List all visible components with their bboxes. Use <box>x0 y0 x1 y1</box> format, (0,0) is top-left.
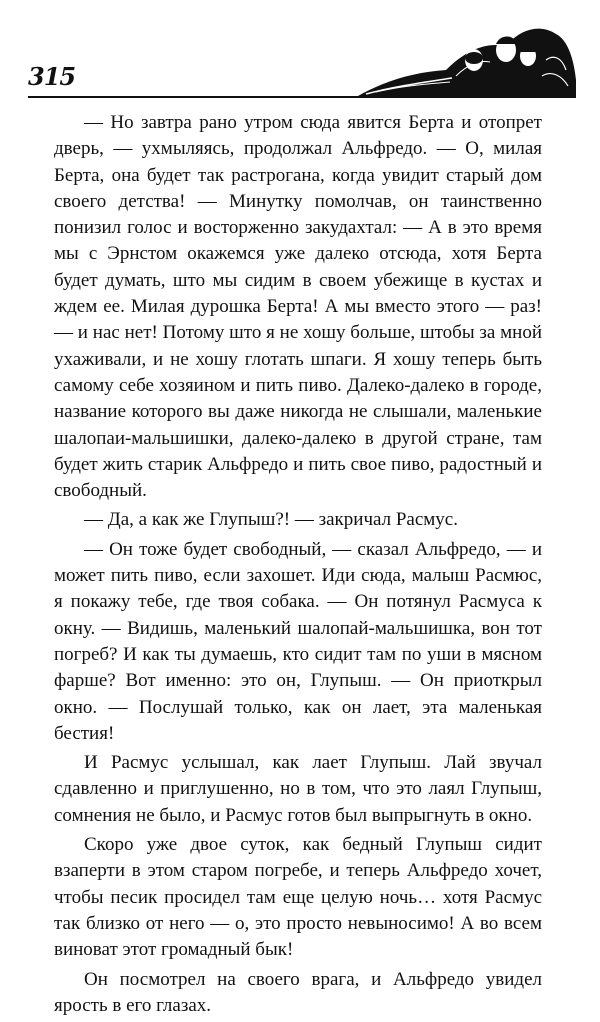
paragraph: — Но завтра рано утром сюда явится Берта и отопрет дверь, — ухмыляясь, продолжал Альфредо. — О, милая Берта, она будет так растрогана, когда увидит старый дом своего детства! — Минутку помолчав, он таинственно понизил голос и восторженно закудахтал: — А в это время мы с Эрнстом окажемся уже далеко отсюда, хотя Берта будет думать, што мы сидим в своем убежище в кустах и ждем ее. Милая дурошка Берта! А мы вместо этого — раз! — и нас нет! Потому што я не хошу больше, штобы за мной ухаживали, и не хошу глотать шпаги. Я хошу теперь быть самому себе хозяином и пить пиво. Далеко-далеко в городе, название которого вы даже никогда не слышали, маленькие шалопаи-мальшишки, далеко-далеко в другой стране, там будет жить старик Альфредо и пить свое пиво, радостный и свободный. <box>54 112 542 502</box>
header-rule <box>28 96 576 98</box>
paragraph: И Расмус услышал, как лает Глупыш. Лай звучал сдавленно и приглушенно, но в том, что это лаял Глупыш, сомнения не было, и Расмус готов был выпрыгнуть в окно. <box>54 752 542 826</box>
paragraph: — Он тоже будет свободный, — сказал Альфредо, — и может пить пиво, если захошет. Иди сюда, малыш Расмюс, я покажу тебе, где твоя собака. — Он потянул Расмуса к окну. — Видишь, маленький шалопай-мальшишка, вон тот погреб? И как ты думаешь, кто сидит там по уши в мясном фарше? Вот именно: это он, Глупыш. — Он приоткрыл окно. — Послушай только, как он лает, эта маленькая бестия! <box>54 538 542 744</box>
page-number: 315 <box>28 62 76 91</box>
body-text <box>54 110 542 1022</box>
paragraph: — Да, а как же Глупыш?! — закричал Расмус. <box>84 509 458 531</box>
header-illustration <box>356 20 578 100</box>
paragraph: Он посмотрел на своего врага, и Альфредо увидел ярость в его глазах. <box>54 968 542 1016</box>
paragraph: Скоро уже двое суток, как бедный Глупыш сидит взаперти в этом старом погребе, и теперь Альфредо хочет, чтобы песик просидел там еще целую ночь… хотя Расмус так близко от него — о, это просто невыносимо! А во всем виноват этот громадный бык! <box>54 834 542 961</box>
